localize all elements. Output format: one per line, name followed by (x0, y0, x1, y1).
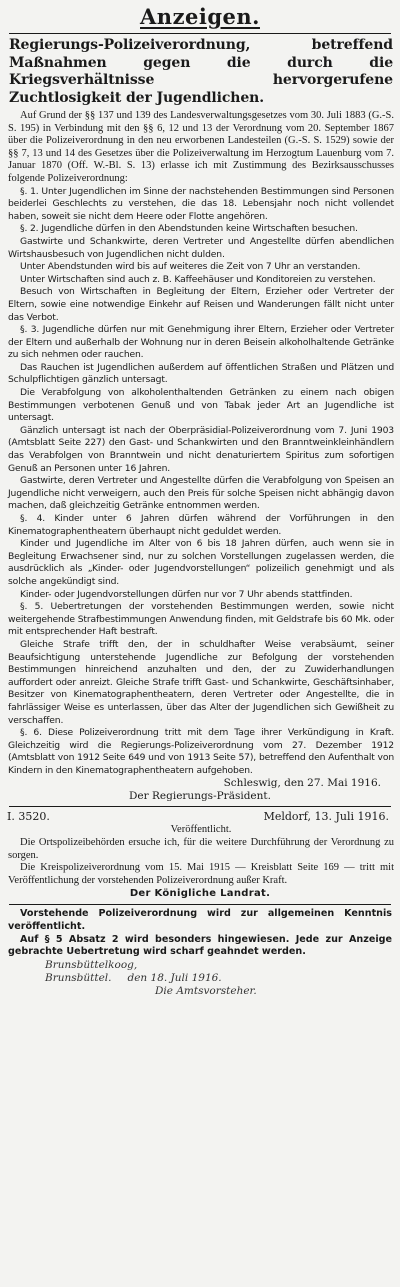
preamble: Auf Grund der §§ 137 und 139 des Landesverwaltungsgesetzes vom 30. Juli 1883 (G.-S. S. 195) in Verbindung mit den §§ 6, 12 und 13 der Verordnung vom 20. September 1867 über die Polizeiverordnung in den neu erworbenen Landesteilen (G.-S. S. 1529) sowie der §§ 7, 13 und 14 des Gesetzes über die Polizeiverwaltung im Herzogtum Lauenburg vom 7. Januar 1870 (Off. W.-Bl. S. 13) erlasse ich mit Zustimmung des Bezirksausschusses folgende Polizeiverordnung: (8, 110, 394, 184)
paragraph: Die Verabfolgung von alkoholenthaltenden Getränken zu einem nach obigen Bestimmungen verbotenen Genuß und von Tabak jeder Art an Jugendliche ist untersagt. (8, 387, 394, 424)
paragraph: Unter Wirtschaften sind auch z. B. Kaffeehäuser und Konditoreien zu verstehen. (20, 273, 376, 285)
divider (9, 806, 391, 807)
newspaper-page (5, 0, 395, 998)
section-4: §. 4. Kinder unter 6 Jahren dürfen während der Vorführungen in den Kinematographentheatern überhaupt nicht geduldet werden. (8, 513, 394, 537)
section-2: §. 2. Jugendliche dürfen in den Abendstunden keine Wirtschaften besuchen. (20, 223, 358, 235)
reference-line (7, 810, 389, 824)
reference-number: I. 3520. (7, 810, 50, 824)
paragraph: Das Rauchen ist Jugendlichen außerdem auf öffentlichen Straßen und Plätzen und Schulpflichtigen gänzlich untersagt. (8, 361, 394, 386)
landrat-signature: Der Königliche Landrat. (129, 888, 271, 900)
section-5: §. 5. Uebertretungen der vorstehenden Bestimmungen werden, sowie nicht weitergehende Strafbestimmungen Anwendung finden, mit Geldstrafe bis 60 Mk. oder mit entsprechender Haft bestraft. (8, 601, 394, 638)
local-notice (8, 908, 392, 958)
paragraph: Auf § 5 Absatz 2 wird besonders hingewiesen. Jede zur Anzeige gebrachte Uebertretung wird scharf geahndet werden. (8, 933, 392, 958)
handwritten-signature-block (5, 959, 395, 998)
divider (9, 33, 391, 34)
publication-body (8, 837, 394, 887)
paragraph: Gastwirte, deren Vertreter und Angestellte dürfen die Verabfolgung von Speisen an Jugendliche nicht verweigern, auch den Preis für solche Speisen nicht abhängig davon machen, daß gleichzeitig Getränke entnommen werden. (8, 475, 394, 512)
published-heading: Veröffentlicht. (170, 824, 232, 836)
paragraph: Die Ortspolizeibehörden ersuche ich, für die weitere Durchführung der Verordnung zu sorgen. (8, 837, 394, 861)
paragraph: Kinder- oder Jugendvorstellungen dürfen nur vor 7 Uhr abends stattfinden. (20, 588, 353, 600)
handwritten-place-2: Brunsbüttel. (45, 971, 112, 984)
section-heading: Anzeigen. (140, 4, 260, 29)
section-1: §. 1. Unter Jugendlichen im Sinne der nachstehenden Bestimmungen sind Personen beiderlei Geschlechts zu verstehen, die das 18. Lebensjahr noch nicht vollendet haben, soweit sie nicht dem Heere oder Flotte angehören. (8, 185, 394, 222)
handwritten-signer: Die Amtsvorsteher. (155, 984, 257, 997)
ordinance-title: Regierungs-Polizeiverordnung, betreffend Maßnahmen gegen die durch die Kriegsverhältnisse hervorgerufene Zuchtlosigkeit der Jugendlichen. (9, 37, 393, 106)
handwritten-date: den 18. Juli 1916. (127, 971, 222, 984)
ordinance-body (8, 110, 394, 777)
section-6: §. 6. Diese Polizeiverordnung tritt mit dem Tage ihrer Verkündigung in Kraft. Gleichzeitig wird die Regierungs-Polizeiverordnung vom 27. Dezember 1912 (Amtsblatt von 1912 Seite 649 und von 1913 Seite 57), betreffend den Aufenthalt von Kindern in den Kinematographentheatern aufgehoben. (8, 727, 394, 776)
paragraph: Vorstehende Polizeiverordnung wird zur allgemeinen Kenntnis veröffentlicht. (8, 908, 392, 933)
paragraph: Gleiche Strafe trifft den, der in schuldhafter Weise verabsäumt, seiner Beaufsichtigung unterstehende Jugendliche zur Befolgung der vorstehenden Bestimmungen hinreichend anzuhalten und den, der zu Zuwiderhandlungen auffordert oder anreizt. Gleiche Strafe trifft Gast- und Schankwirte, Geschäftsinhaber, Besitzer von Kinematographentheatern, deren Vertreter oder Angestellte, die in fahrlässiger Weise es unterlassen, über das Alter der Jugendlichen sich Gewißheit zu verschaffen. (8, 638, 394, 726)
paragraph: Gänzlich untersagt ist nach der Oberpräsidial-Polizeiverordnung vom 7. Juni 1903 (Amtsblatt Seite 227) den Gast- und Schankwirten und den Branntweinkleinhändlern das Verabfolgen von Branntwein und nicht denaturiertem Spiritus zum sofortigen Genuß an Personen unter 16 Jahren. (8, 424, 394, 474)
paragraph: Kinder und Jugendliche im Alter von 6 bis 18 Jahren dürfen, auch wenn sie in Begleitung Erwachsener sind, nur zu solchen Vorstellungen zugelassen werden, die ausdrücklich als „Kinder- oder Jugendvorstellungen“ polizeilich genehmigt und als solche angekündigt sind. (8, 538, 394, 587)
paragraph: Gastwirte und Schankwirte, deren Vertreter und Angestellte dürfen abendlichen Wirtshausbesuch von Jugendlichen nicht dulden. (8, 235, 394, 260)
handwritten-line-2 (45, 972, 395, 985)
handwritten-place-1: Brunsbüttelkoog, (45, 958, 138, 971)
divider (9, 904, 391, 905)
paragraph: Besuch von Wirtschaften in Begleitung der Eltern, Erzieher oder Vertreter der Eltern, sowie eine notwendige Einkehr auf Reisen und Wanderungen fällt nicht unter das Verbot. (8, 286, 394, 323)
signature-place-date: Schleswig, den 27. Mai 1916. (223, 777, 381, 790)
signature-authority: Der Regierungs-Präsident. (129, 790, 271, 803)
paragraph: Unter Abendstunden wird bis auf weiteres die Zeit von 7 Uhr an verstanden. (20, 261, 361, 273)
reference-place-date: Meldorf, 13. Juli 1916. (263, 810, 389, 824)
paragraph: Die Kreispolizeiverordnung vom 15. Mai 1915 — Kreisblatt Seite 169 — tritt mit Veröffentlichung der vorstehenden Polizeiverordnung außer Kraft. (8, 862, 394, 886)
section-3: §. 3. Jugendliche dürfen nur mit Genehmigung ihrer Eltern, Erzieher oder Vertreter der Eltern und außerhalb der Wohnung nur in deren Beisein alkoholhaltende Getränke zu sich nehmen oder rauchen. (8, 324, 394, 361)
